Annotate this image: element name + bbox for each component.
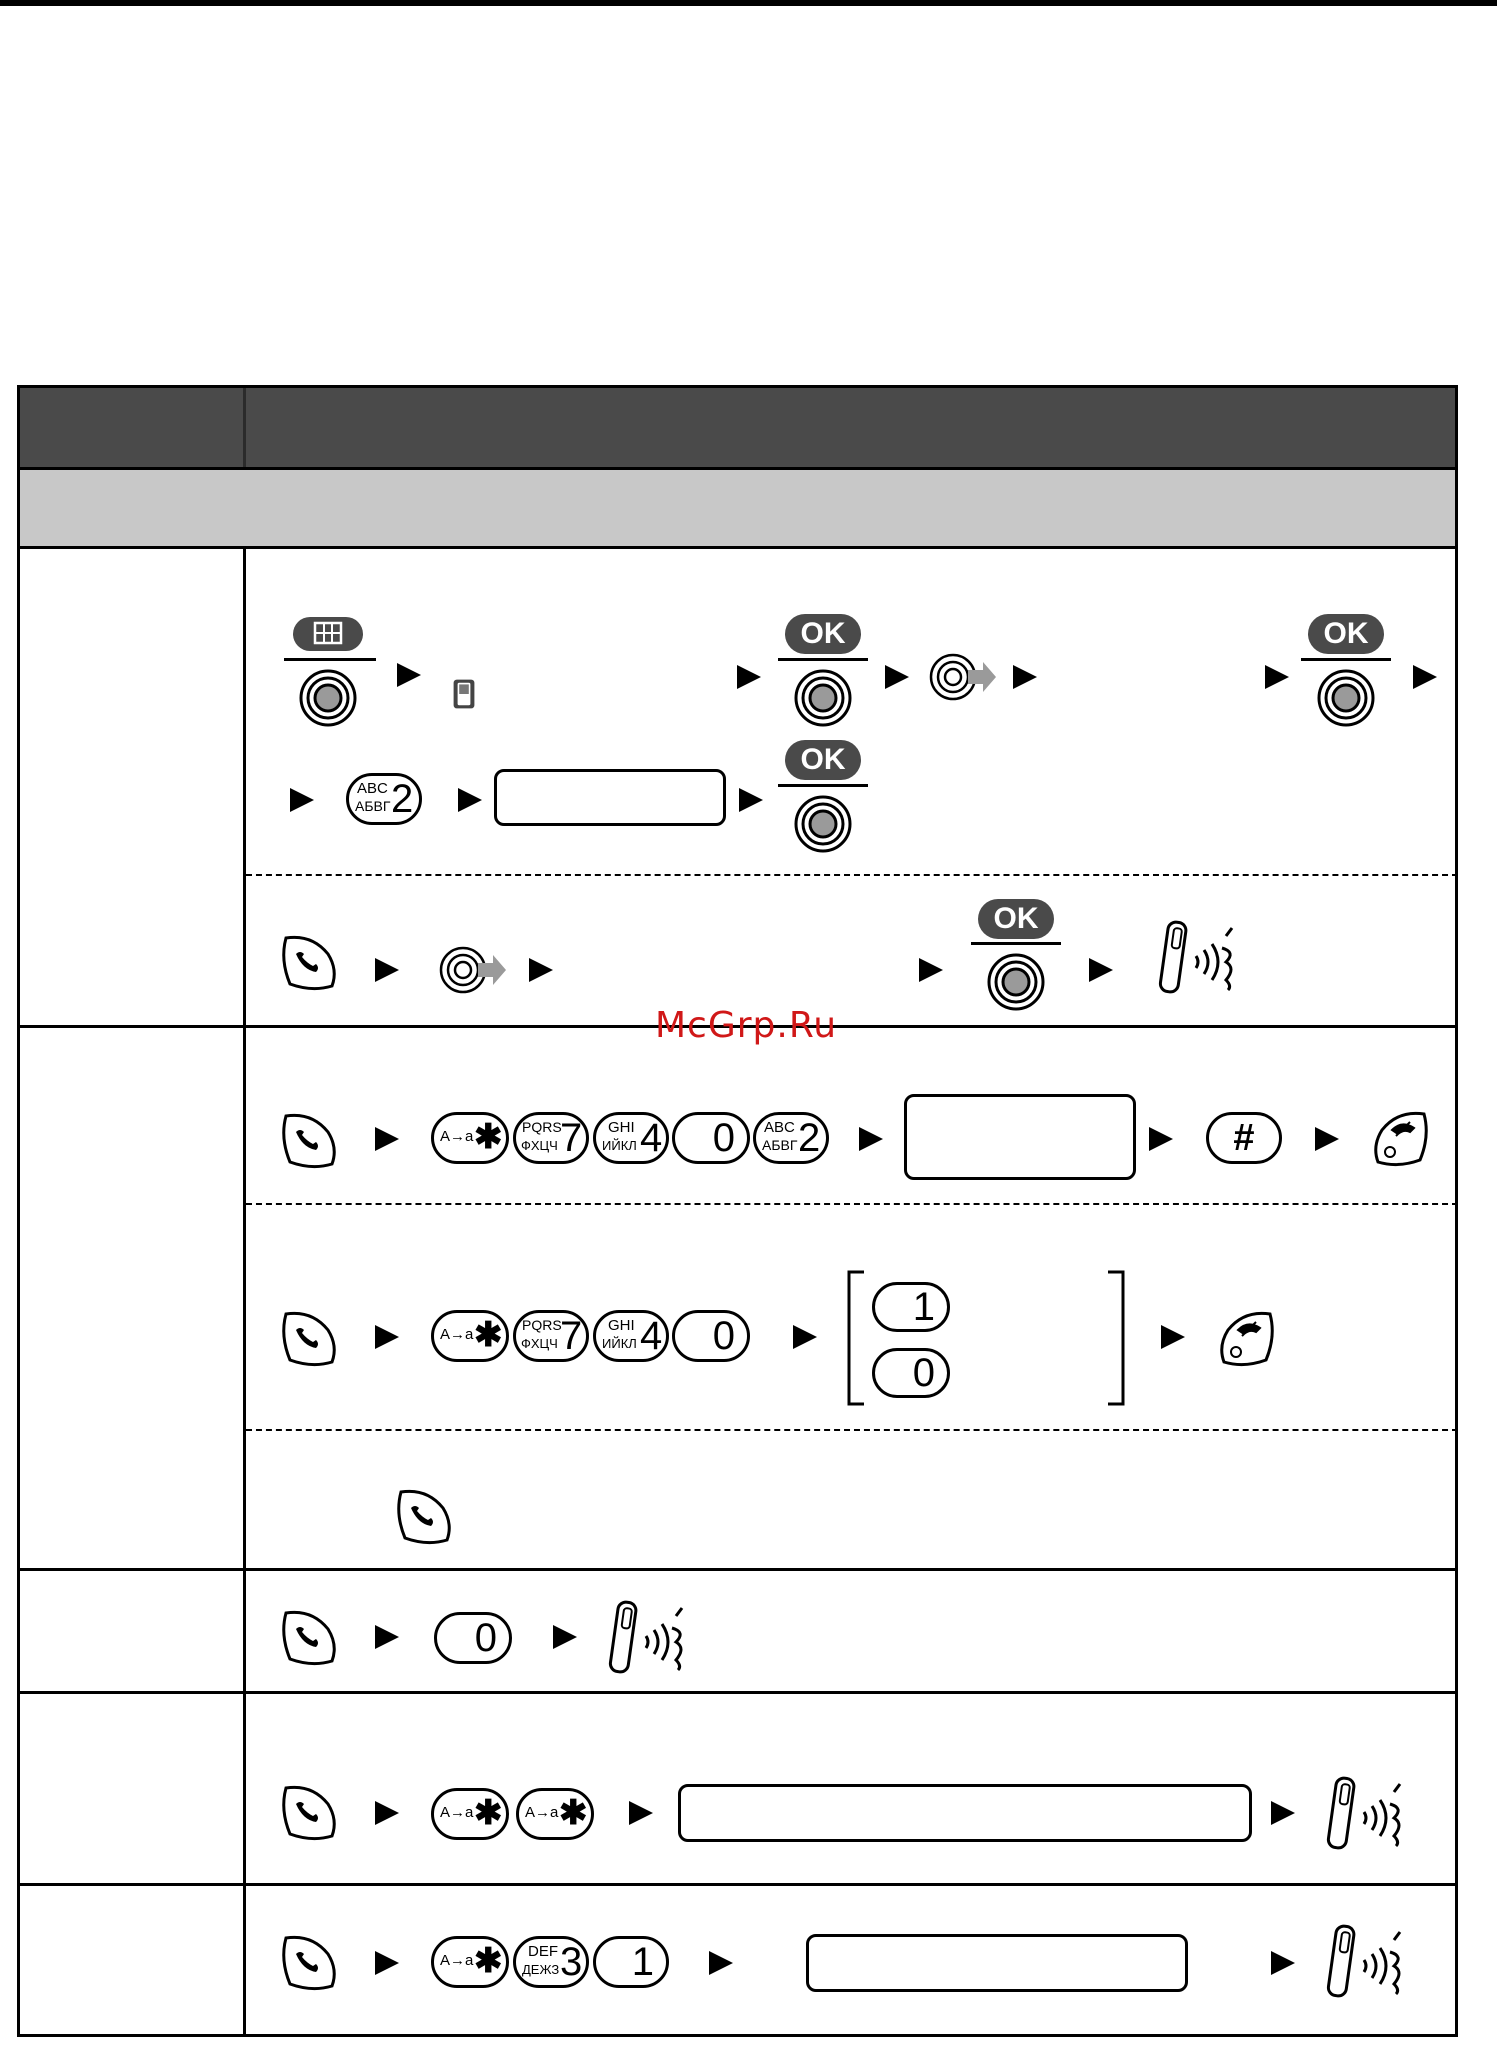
arrow-icon	[882, 662, 912, 692]
key-star[interactable]: A→a ✱	[431, 1936, 509, 1988]
key-1[interactable]: 1	[872, 1282, 950, 1332]
top-rule	[0, 0, 1497, 6]
navigator-center-icon[interactable]	[1316, 668, 1376, 728]
menu-key-icon[interactable]	[290, 615, 366, 655]
key-4[interactable]: GHI ИЙКЛ 4	[593, 1112, 669, 1164]
ok-key[interactable]: OK	[785, 614, 861, 654]
arrow-icon	[1410, 662, 1440, 692]
arrow-icon	[856, 1124, 886, 1154]
arrow-icon	[1312, 1124, 1342, 1154]
talk-key-icon[interactable]	[391, 1484, 455, 1548]
arrow-icon	[1262, 662, 1292, 692]
arrow-icon	[1268, 1798, 1298, 1828]
key-star[interactable]: A→a ✱	[431, 1310, 509, 1362]
arrow-icon	[287, 785, 317, 815]
arrow-icon	[372, 1798, 402, 1828]
arrow-icon	[1086, 955, 1116, 985]
talk-key-icon[interactable]	[276, 930, 340, 994]
speaking-handset-icon	[608, 1598, 698, 1678]
navigator-center-icon[interactable]	[298, 668, 358, 728]
key-1[interactable]: 1	[593, 1936, 669, 1988]
navigator-right-icon[interactable]	[438, 945, 508, 995]
input-box[interactable]	[806, 1934, 1188, 1992]
arrow-icon	[526, 955, 556, 985]
navigator-center-icon[interactable]	[793, 668, 853, 728]
key-2[interactable]: ABC АБВГ 2	[753, 1112, 829, 1164]
key-star[interactable]: A→a ✱	[516, 1788, 594, 1840]
key-0[interactable]: 0	[672, 1112, 750, 1164]
key-0[interactable]: 0	[434, 1612, 512, 1664]
arrow-icon	[1268, 1948, 1298, 1978]
input-box[interactable]	[678, 1784, 1252, 1842]
ok-key[interactable]: OK	[978, 899, 1054, 939]
key-0[interactable]: 0	[672, 1310, 750, 1362]
talk-key-icon[interactable]	[276, 1780, 340, 1844]
arrow-icon	[1010, 662, 1040, 692]
speaking-handset-icon	[1326, 1774, 1416, 1854]
navigator-right-icon[interactable]	[928, 652, 998, 702]
key-0[interactable]: 0	[872, 1348, 950, 1398]
arrow-icon	[790, 1322, 820, 1352]
arrow-icon	[372, 1622, 402, 1652]
key-7[interactable]: PQRS ФХЦЧ 7	[513, 1310, 589, 1362]
arrow-icon	[706, 1948, 736, 1978]
arrow-icon	[1158, 1322, 1188, 1352]
arrow-icon	[372, 1124, 402, 1154]
talk-key-icon[interactable]	[276, 1306, 340, 1370]
key-2[interactable]: ABC АБВГ 2	[346, 773, 422, 825]
arrow-icon	[455, 785, 485, 815]
talk-key-icon[interactable]	[276, 1108, 340, 1172]
arrow-icon	[550, 1622, 580, 1652]
input-box[interactable]	[494, 769, 726, 826]
key-hash[interactable]: #	[1206, 1112, 1282, 1164]
handset-menu-icon	[452, 677, 476, 711]
arrow-icon	[394, 660, 424, 690]
ok-key[interactable]: OK	[785, 740, 861, 780]
key-star[interactable]: A→a ✱	[431, 1788, 509, 1840]
arrow-icon	[372, 1322, 402, 1352]
arrow-icon	[916, 955, 946, 985]
key-star[interactable]: A→a ✱	[431, 1112, 509, 1164]
arrow-icon	[736, 785, 766, 815]
arrow-icon	[1146, 1124, 1176, 1154]
navigator-center-icon[interactable]	[986, 952, 1046, 1012]
off-hook-icon[interactable]	[1370, 1106, 1434, 1170]
input-box[interactable]	[904, 1094, 1136, 1180]
key-3[interactable]: DEF ДЕЖЗ 3	[513, 1936, 589, 1988]
speaking-handset-icon	[1158, 918, 1248, 998]
arrow-icon	[734, 662, 764, 692]
talk-key-icon[interactable]	[276, 1930, 340, 1994]
off-hook-icon[interactable]	[1216, 1306, 1280, 1370]
key-4[interactable]: GHI ИЙКЛ 4	[593, 1310, 669, 1362]
ok-key[interactable]: OK	[1308, 614, 1384, 654]
speaking-handset-icon	[1326, 1922, 1416, 2002]
arrow-icon	[372, 955, 402, 985]
arrow-icon	[372, 1948, 402, 1978]
key-7[interactable]: PQRS ФХЦЧ 7	[513, 1112, 589, 1164]
navigator-center-icon[interactable]	[793, 794, 853, 854]
watermark: McGrp.Ru	[655, 1005, 838, 1046]
talk-key-icon[interactable]	[276, 1605, 340, 1669]
arrow-icon	[626, 1798, 656, 1828]
